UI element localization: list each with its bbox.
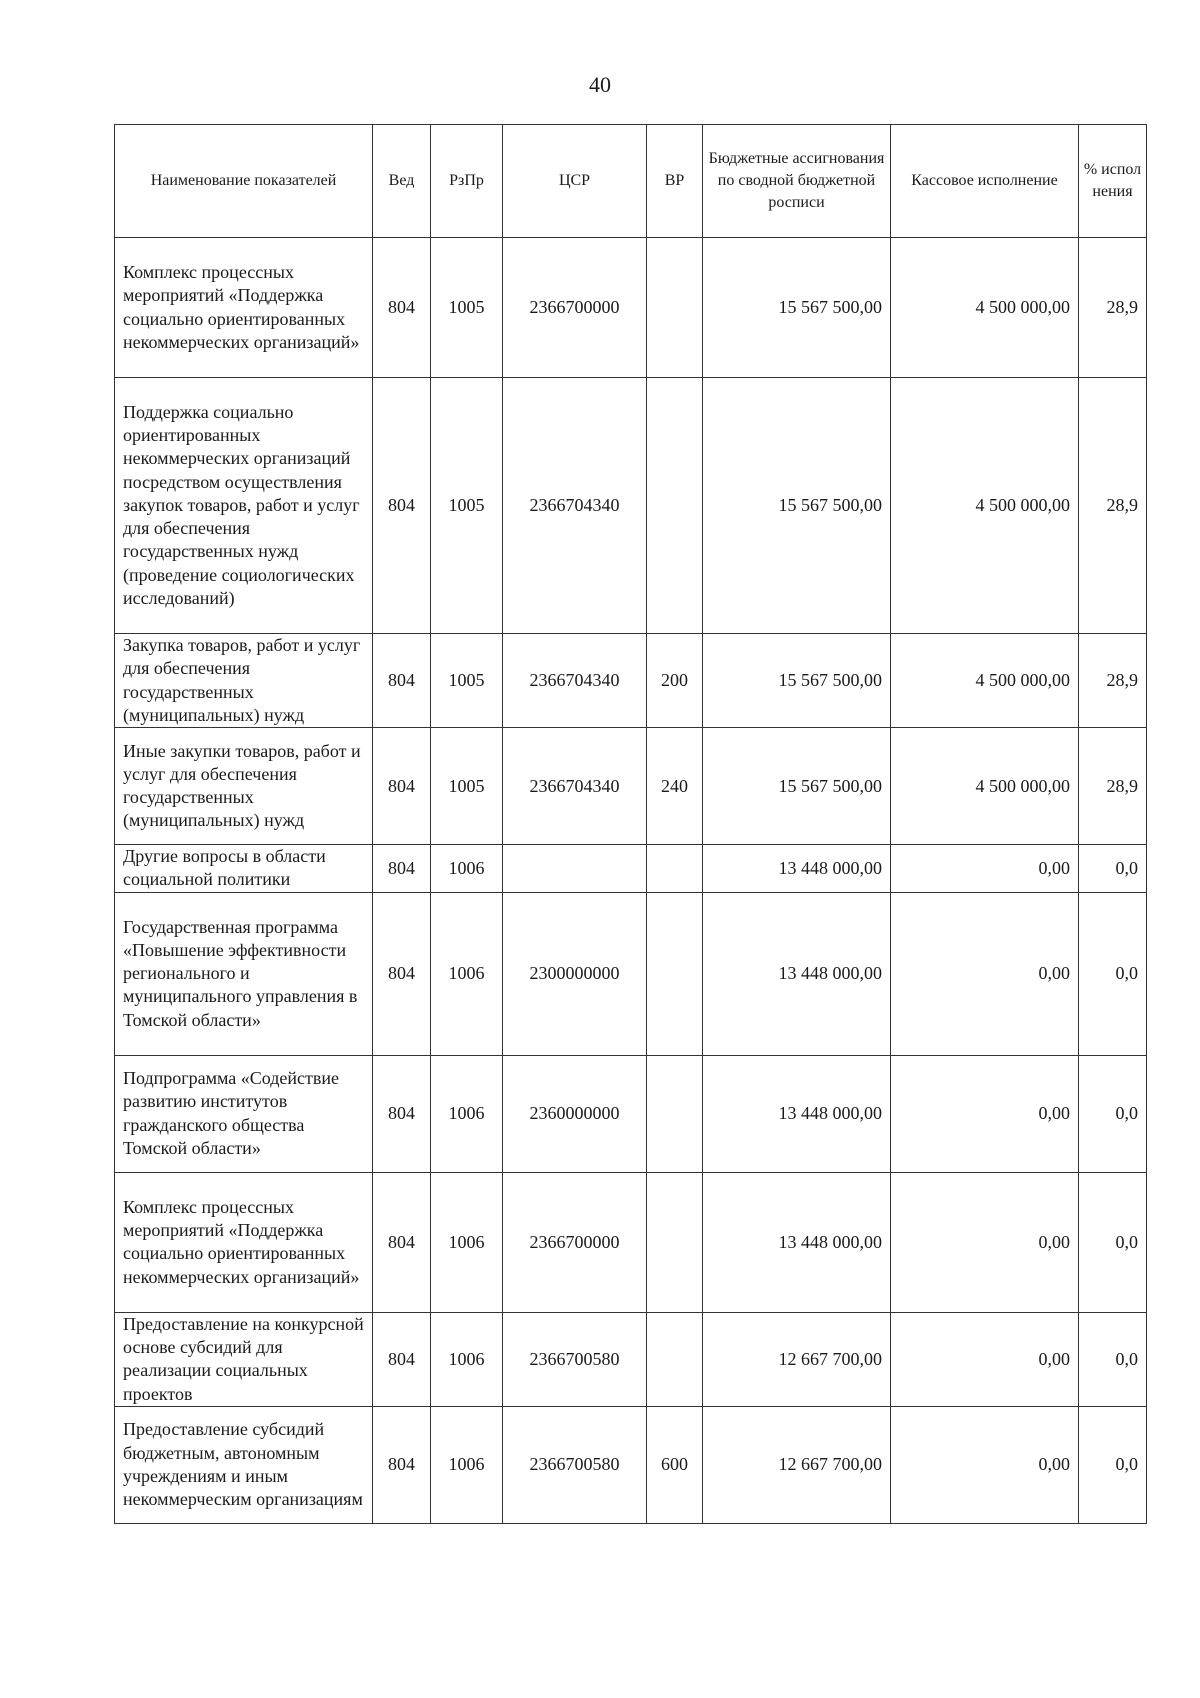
row-rzpr: 1005 [431, 378, 503, 634]
row-cash: 4 500 000,00 [891, 378, 1079, 634]
row-budget: 13 448 000,00 [703, 1172, 891, 1312]
row-budget: 12 667 700,00 [703, 1406, 891, 1523]
row-name: Комплекс процессных мероприятий «Поддержка социально ориентированных некоммерческих организаций» [115, 1172, 373, 1312]
table-row [115, 1406, 1147, 1523]
row-csr: 2366700000 [503, 1172, 647, 1312]
header-cash: Кассовое исполнение [891, 125, 1079, 238]
row-rzpr: 1006 [431, 1312, 503, 1406]
row-name: Комплекс процессных мероприятий «Поддержка социально ориентированных некоммерческих организаций» [115, 238, 373, 378]
row-csr: 2300000000 [503, 892, 647, 1055]
row-cash: 4 500 000,00 [891, 634, 1079, 728]
row-percent: 0,0 [1079, 1406, 1147, 1523]
row-budget: 15 567 500,00 [703, 238, 891, 378]
row-budget: 13 448 000,00 [703, 845, 891, 893]
row-name: Предоставление субсидий бюджетным, автономным учреждениям и иным некоммерческим организациям [115, 1406, 373, 1523]
row-name: Закупка товаров, работ и услуг для обеспечения государственных (муниципальных) нужд [115, 634, 373, 728]
row-ved: 804 [373, 238, 431, 378]
row-percent: 28,9 [1079, 634, 1147, 728]
row-percent: 28,9 [1079, 728, 1147, 845]
row-rzpr: 1005 [431, 634, 503, 728]
row-vr [647, 238, 703, 378]
row-cash: 0,00 [891, 1055, 1079, 1172]
row-cash: 0,00 [891, 845, 1079, 893]
row-ved: 804 [373, 892, 431, 1055]
row-ved: 804 [373, 1406, 431, 1523]
row-rzpr: 1006 [431, 845, 503, 893]
header-csr: ЦСР [503, 125, 647, 238]
row-ved: 804 [373, 728, 431, 845]
budget-execution-table [114, 124, 1147, 1524]
row-rzpr: 1005 [431, 728, 503, 845]
row-cash: 4 500 000,00 [891, 728, 1079, 845]
header-name: Наименование показателей [115, 125, 373, 238]
row-percent: 0,0 [1079, 1312, 1147, 1406]
row-budget: 13 448 000,00 [703, 892, 891, 1055]
header-percent: % испол нения [1079, 125, 1147, 238]
row-name: Подпрограмма «Содействие развитию институтов гражданского общества Томской области» [115, 1055, 373, 1172]
row-ved: 804 [373, 378, 431, 634]
row-csr: 2366704340 [503, 378, 647, 634]
table-row [115, 634, 1147, 728]
header-budget: Бюджетные ассигнования по сводной бюджетной росписи [703, 125, 891, 238]
row-ved: 804 [373, 1172, 431, 1312]
table-row [115, 1172, 1147, 1312]
row-name: Другие вопросы в области социальной политики [115, 845, 373, 893]
row-percent: 0,0 [1079, 845, 1147, 893]
row-ved: 804 [373, 845, 431, 893]
row-vr [647, 845, 703, 893]
row-ved: 804 [373, 1312, 431, 1406]
row-vr: 200 [647, 634, 703, 728]
row-cash: 0,00 [891, 892, 1079, 1055]
row-rzpr: 1006 [431, 1172, 503, 1312]
row-ved: 804 [373, 1055, 431, 1172]
row-name: Иные закупки товаров, работ и услуг для обеспечения государственных (муниципальных) нужд [115, 728, 373, 845]
row-cash: 0,00 [891, 1172, 1079, 1312]
row-csr: 2366704340 [503, 634, 647, 728]
row-rzpr: 1005 [431, 238, 503, 378]
table-row [115, 378, 1147, 634]
row-cash: 0,00 [891, 1406, 1079, 1523]
row-rzpr: 1006 [431, 1055, 503, 1172]
row-csr: 2366700000 [503, 238, 647, 378]
row-percent: 0,0 [1079, 1172, 1147, 1312]
row-rzpr: 1006 [431, 1406, 503, 1523]
row-vr [647, 1312, 703, 1406]
table-row [115, 892, 1147, 1055]
row-vr: 600 [647, 1406, 703, 1523]
header-rzpr: РзПр [431, 125, 503, 238]
row-csr: 2366700580 [503, 1406, 647, 1523]
row-csr: 2366704340 [503, 728, 647, 845]
row-budget: 12 667 700,00 [703, 1312, 891, 1406]
row-name: Поддержка социально ориентированных некоммерческих организаций посредством осуществления закупок товаров, работ и услуг для обеспечения государственных нужд (проведение социологических исследований) [115, 378, 373, 634]
row-csr: 2360000000 [503, 1055, 647, 1172]
row-csr [503, 845, 647, 893]
row-vr [647, 1055, 703, 1172]
table-body [115, 238, 1147, 1524]
table-row [115, 238, 1147, 378]
row-budget: 15 567 500,00 [703, 728, 891, 845]
row-budget: 13 448 000,00 [703, 1055, 891, 1172]
row-percent: 28,9 [1079, 238, 1147, 378]
header-row [115, 125, 1147, 238]
row-budget: 15 567 500,00 [703, 634, 891, 728]
header-ved: Вед [373, 125, 431, 238]
table-header [115, 125, 1147, 238]
table-row [115, 728, 1147, 845]
row-csr: 2366700580 [503, 1312, 647, 1406]
row-vr [647, 892, 703, 1055]
row-percent: 0,0 [1079, 892, 1147, 1055]
row-cash: 4 500 000,00 [891, 238, 1079, 378]
table-row [115, 1055, 1147, 1172]
header-vr: ВР [647, 125, 703, 238]
row-vr [647, 1172, 703, 1312]
table-row [115, 1312, 1147, 1406]
row-name: Предоставление на конкурсной основе субсидий для реализации социальных проектов [115, 1312, 373, 1406]
table-row [115, 845, 1147, 893]
row-percent: 28,9 [1079, 378, 1147, 634]
row-ved: 804 [373, 634, 431, 728]
row-name: Государственная программа «Повышение эффективности регионального и муниципального управления в Томской области» [115, 892, 373, 1055]
row-rzpr: 1006 [431, 892, 503, 1055]
row-percent: 0,0 [1079, 1055, 1147, 1172]
row-cash: 0,00 [891, 1312, 1079, 1406]
page-number: 40 [589, 72, 611, 97]
row-vr [647, 378, 703, 634]
row-vr: 240 [647, 728, 703, 845]
row-budget: 15 567 500,00 [703, 378, 891, 634]
